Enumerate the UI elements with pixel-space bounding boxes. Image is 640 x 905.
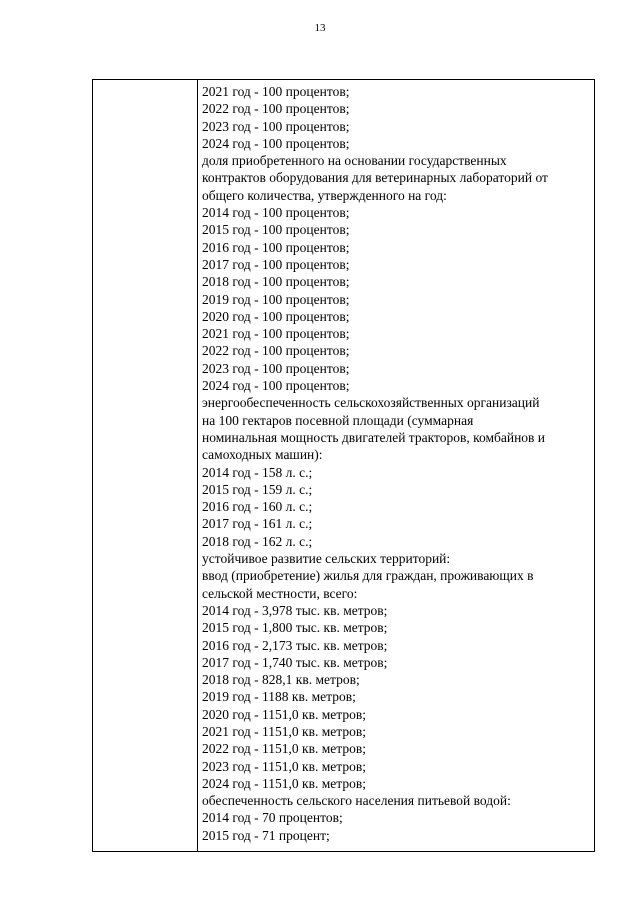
table-text-line: 2014 год - 158 л. с.; xyxy=(202,464,313,480)
table-text-line: 2021 год - 100 процентов; xyxy=(202,84,350,99)
table-text-line: 2020 год - 100 процентов; xyxy=(202,308,350,324)
table-text-line: 2018 год - 162 л. с.; xyxy=(202,533,313,549)
table-text-line: 2016 год - 2,173 тыс. кв. метров; xyxy=(202,637,388,653)
table-text-line: 2022 год - 100 процентов; xyxy=(202,343,350,359)
table-text-line: 2016 год - 160 л. с.; xyxy=(202,499,313,515)
table-text-line: энергообеспеченность сельскохозяйственных организаций xyxy=(202,395,540,411)
table-text-line: 2018 год - 828,1 кв. метров; xyxy=(202,672,360,688)
page-number: 13 xyxy=(314,22,326,34)
table-text-line: 2016 год - 100 процентов; xyxy=(202,239,350,255)
table-text-line: сельской местности, всего: xyxy=(202,585,358,601)
table-left-cell xyxy=(93,80,198,851)
table-text-line: 2023 год - 1151,0 кв. метров; xyxy=(202,758,366,774)
table-text-line: обеспеченность сельского населения питьевой водой: xyxy=(202,793,511,809)
table-text-line: 2024 год - 1151,0 кв. метров; xyxy=(202,775,366,791)
table-text-line: 2014 год - 3,978 тыс. кв. метров; xyxy=(202,602,388,618)
table-text-line: 2018 год - 100 процентов; xyxy=(202,274,350,290)
table-text-line: номинальная мощность двигателей тракторов, комбайнов и xyxy=(202,429,546,445)
table-text-line: 2015 год - 159 л. с.; xyxy=(202,481,313,497)
table-text-line: 2022 год - 1151,0 кв. метров; xyxy=(202,741,366,757)
table-text-line: 2021 год - 100 процентов; xyxy=(202,326,350,342)
table-text-line: самоходных машин): xyxy=(202,447,323,463)
table-text-line: ввод (приобретение) жилья для граждан, проживающих в xyxy=(202,568,534,584)
table-text-line: 2023 год - 100 процентов; xyxy=(202,118,350,134)
table-text-line: 2017 год - 1,740 тыс. кв. метров; xyxy=(202,654,388,670)
table-text-line: 2014 год - 100 процентов; xyxy=(202,205,350,221)
table-text-line: 2014 год - 70 процентов; xyxy=(202,810,343,826)
table-text-line: 2017 год - 100 процентов; xyxy=(202,256,350,272)
table-text-line: 2024 год - 100 процентов; xyxy=(202,378,350,394)
table-text-line: 2019 год - 100 процентов; xyxy=(202,291,350,307)
table-text-line: доля приобретенного на основании государственных xyxy=(202,153,507,169)
table-text-line: 2015 год - 1,800 тыс. кв. метров; xyxy=(202,620,388,636)
table-right-cell xyxy=(198,80,594,851)
table-text-line: 2022 год - 100 процентов; xyxy=(202,101,350,117)
table-text-line: 2021 год - 1151,0 кв. метров; xyxy=(202,723,366,739)
table-text-line: 2019 год - 1188 кв. метров; xyxy=(202,689,356,705)
table-text-line: общего количества, утвержденного на год: xyxy=(202,187,447,203)
table-text-line: 2020 год - 1151,0 кв. метров; xyxy=(202,706,366,722)
table-text-line: 2017 год - 161 л. с.; xyxy=(202,516,313,532)
table-text-line: контрактов оборудования для ветеринарных лабораторий от xyxy=(202,170,548,186)
table-text-line: 2015 год - 71 процент; xyxy=(202,827,330,843)
table-text-line: на 100 гектаров посевной площади (суммарная xyxy=(202,412,474,428)
indicator-table xyxy=(92,79,595,852)
table-text-line: 2015 год - 100 процентов; xyxy=(202,222,350,238)
table-text-line: 2024 год - 100 процентов; xyxy=(202,135,350,151)
table-text-line: устойчивое развитие сельских территорий: xyxy=(202,551,451,567)
table-text-line: 2023 год - 100 процентов; xyxy=(202,360,350,376)
